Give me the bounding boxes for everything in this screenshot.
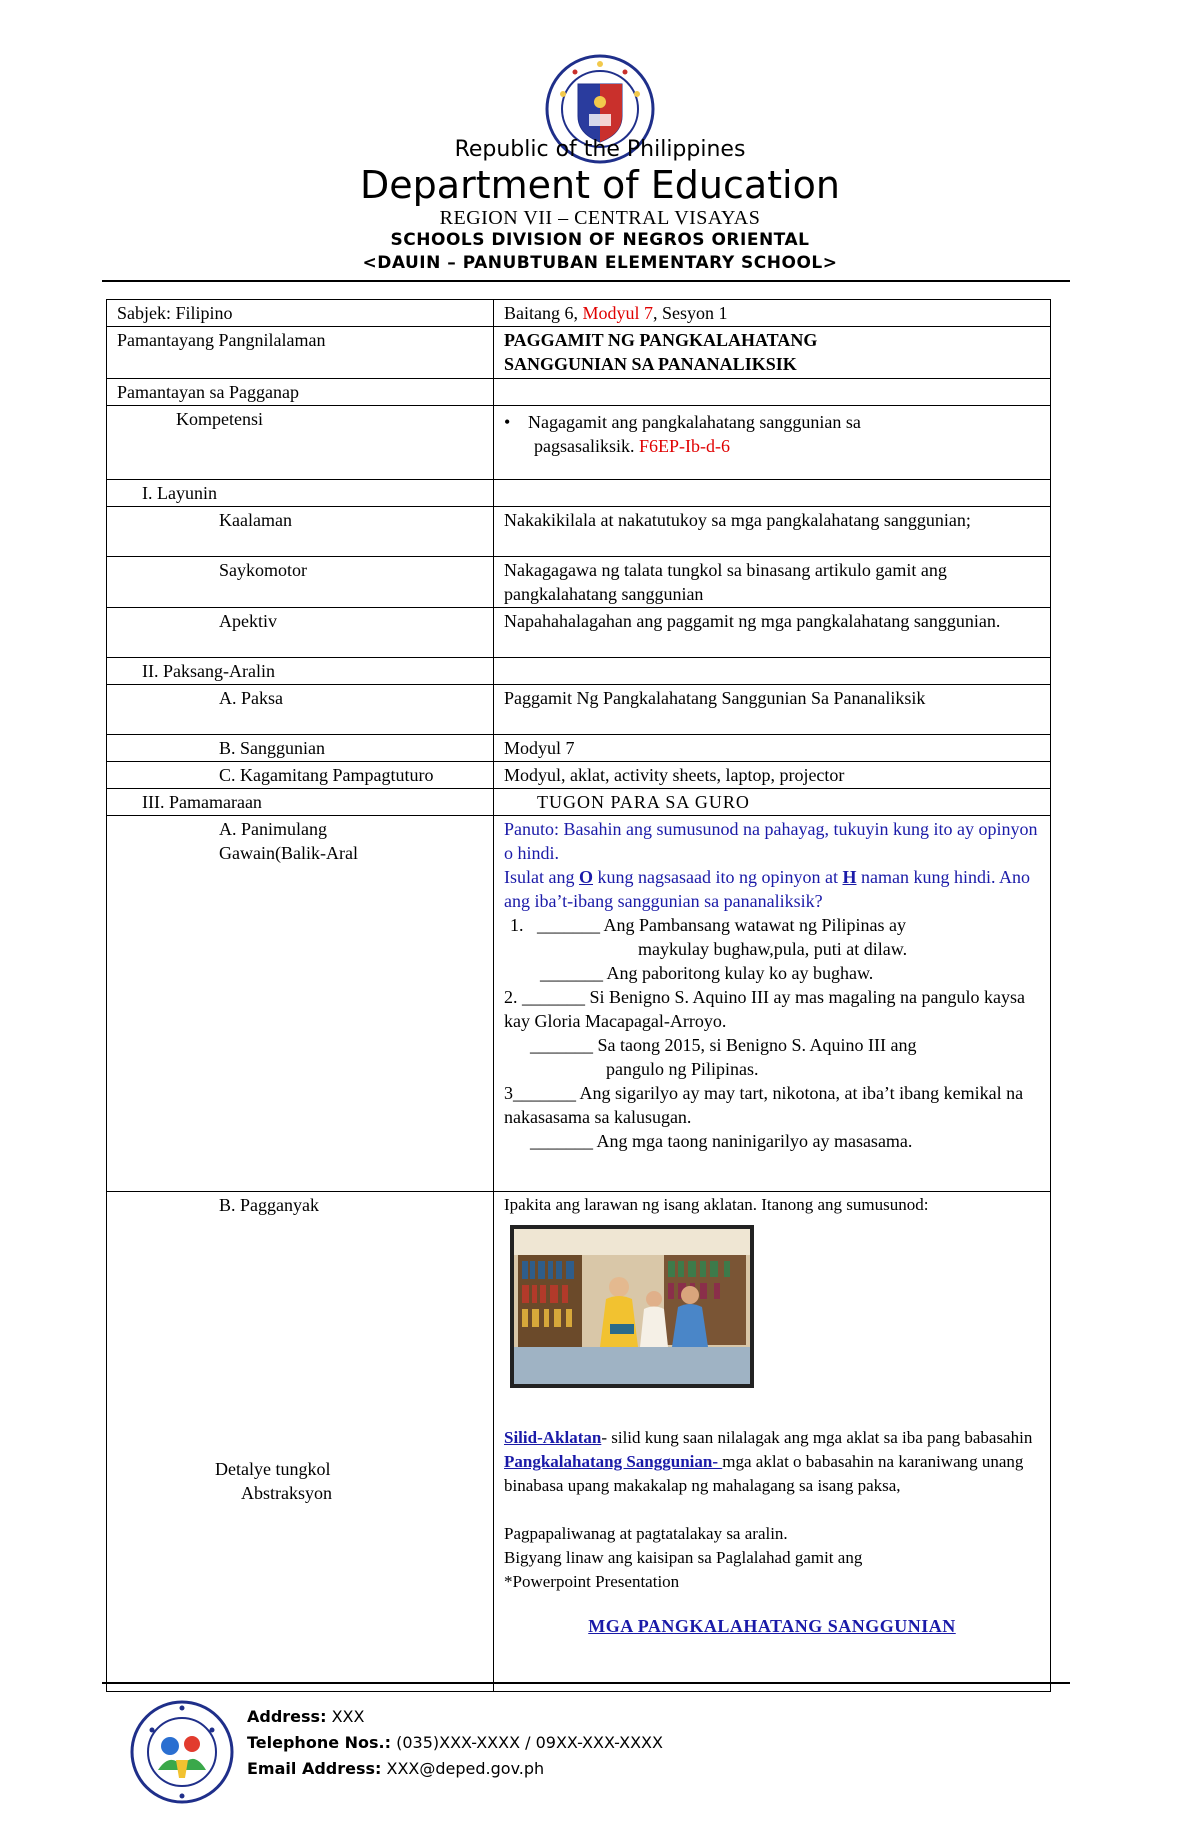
review-label: A. Panimulang Gawain(Balik-Aral: [107, 816, 494, 1192]
reference-value: Modyul 7: [494, 735, 1051, 762]
grade-cell: Baitang 6, Modyul 7, Sesyon 1: [494, 300, 1051, 327]
affective-value: Napahahalagahan ang paggamit ng mga pangkalahatang sanggunian.: [494, 608, 1051, 658]
knowledge-label: Kaalaman: [107, 507, 494, 557]
topic-value: Paggamit Ng Pangkalahatang Sanggunian Sa Pananaliksik: [494, 685, 1051, 735]
subject-cell: Sabjek: Filipino: [107, 300, 494, 327]
procedure-label: III. Pamamaraan: [107, 789, 494, 816]
competency-value: • Nagagamit ang pangkalahatang sanggunian sa pagsasaliksik. F6EP-Ib-d-6: [494, 406, 1051, 480]
school-heading: <DAUIN – PANUBTUBAN ELEMENTARY SCHOOL>: [362, 253, 838, 273]
psychomotor-value: Nakagagawa ng talata tungkol sa binasang artikulo gamit ang pangkalahatang sanggunian: [494, 557, 1051, 608]
review-content: Panuto: Basahin ang sumusunod na pahayag, tukuyin kung ito ay opinyon o hindi. Isulat ang O kung nagsasaad ito ng opinyon at H naman kung hindi. Ano ang iba’t-ibang sanggunian sa pananaliksik? 1. _______ Ang Pambansang watawat ng Pilipinas ay maykulay bughaw,pula, puti at dilaw. _______ Ang paboritong kulay ko ay bughaw. 2. _______ Si Benigno S. Aquino III ay mas magaling na pangulo kaysa kay Gloria Macapagal-Arroyo. _______ Sa taong 2015, si Benigno S. Aquino III ang pangulo ng Pilipinas. 3_______ Ang sigarilyo ay may tart, nikotona, at iba’t ibang kemikal na nakasasama sa kalusugan. _______ Ang mga taong naninigarilyo ay masasama.: [494, 816, 1051, 1192]
competency-label: Kompetensi: [107, 406, 494, 480]
section-title: MGA PANGKALAHATANG SANGGUNIAN: [588, 1616, 956, 1636]
lesson-plan-table: [106, 299, 1051, 1692]
content-standard-value: PAGGAMIT NG PANGKALAHATANG SANGGUNIAN SA PANANALIKSIK: [494, 327, 1051, 379]
content-standard-label: Pamantayang Pangnilalaman: [107, 327, 494, 379]
psychomotor-label: Saykomotor: [107, 557, 494, 608]
performance-standard-value: [494, 379, 1051, 406]
subject-matter-label: II. Paksang-Aralin: [107, 658, 494, 685]
reference-label: B. Sanggunian: [107, 735, 494, 762]
library-photo: [510, 1225, 754, 1388]
header-divider: [102, 280, 1070, 282]
motivation-content: Ipakita ang larawan ng isang aklatan. Itanong ang sumusunod: Silid-Aklatan- silid kung saan nilalagak ang mga aklat sa iba pang babasahin Pangkalahatang Sanggunian- mga aklat o babasahin na karaniwang unang binabasa upang makakalap ng mahalagang sa isang paksa, Pagpapaliwanag at pagtatalakay sa aralin. Bigyang linaw ang kaisipan sa Paglalahad gamit ang *Powerpoint Presentation MGA PANGKALAHATANG SANGGUNIAN: [494, 1192, 1051, 1692]
footer-address: Address: XXX: [247, 1707, 365, 1726]
affective-label: Apektiv: [107, 608, 494, 658]
region-heading: REGION VII – CENTRAL VISAYAS: [439, 207, 761, 229]
republic-heading: Republic of the Philippines: [454, 137, 746, 162]
procedure-header: TUGON PARA SA GURO: [494, 789, 1051, 816]
footer-divider: [102, 1682, 1070, 1684]
department-heading: Department of Education: [360, 163, 840, 207]
materials-value: Modyul, aklat, activity sheets, laptop, projector: [494, 762, 1051, 789]
subject-matter-value: [494, 658, 1051, 685]
materials-label: C. Kagamitang Pampagtuturo: [107, 762, 494, 789]
objectives-label: I. Layunin: [107, 480, 494, 507]
footer-contact: [247, 1704, 663, 1782]
division-heading: SCHOOLS DIVISION OF NEGROS ORIENTAL: [390, 230, 810, 250]
knowledge-value: Nakakikilala at nakatutukoy sa mga pangkalahatang sanggunian;: [494, 507, 1051, 557]
objectives-value: [494, 480, 1051, 507]
performance-standard-label: Pamantayan sa Pagganap: [107, 379, 494, 406]
footer-phone: Telephone Nos.: (035)XXX-XXXX / 09XX-XXX-XXXX: [247, 1733, 663, 1752]
motivation-abstraction-label: B. Pagganyak Detalye tungkol Abstraksyon: [107, 1192, 494, 1692]
division-logo-icon: [130, 1700, 234, 1804]
topic-label: A. Paksa: [107, 685, 494, 735]
footer-email: Email Address: XXX@deped.gov.ph: [247, 1759, 545, 1778]
